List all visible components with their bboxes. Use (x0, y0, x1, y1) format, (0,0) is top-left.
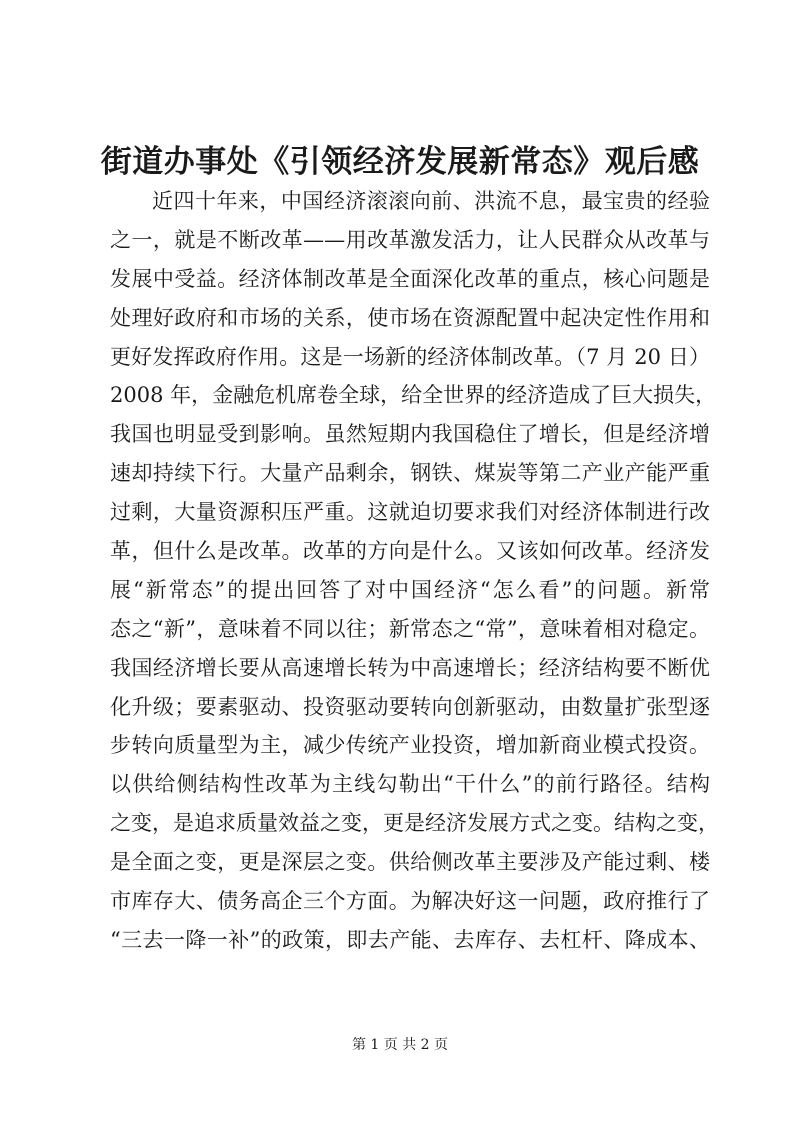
document-title: 街道办事处《引领经济发展新常态》观后感 (100, 144, 700, 180)
body-line: 步转向质量型为主，减少传统产业投资，增加新商业模式投资。 (110, 733, 710, 758)
page-number: 第 1 页 共 2 页 (351, 1037, 449, 1053)
body-line: 我国也明显受到影响。虽然短期内我国稳住了增长，但是经济增 (110, 422, 710, 447)
body-line: 革，但什么是改革。改革的方向是什么。又该如何改革。经济发 (110, 539, 710, 564)
body-line: 态之“新”，意味着不同以往；新常态之“常”，意味着相对稳定。 (110, 616, 710, 641)
body-line: 以供给侧结构性改革为主线勾勒出“干什么”的前行路径。结构 (110, 772, 710, 797)
body-line: 展“新常态”的提出回答了对中国经济“怎么看”的问题。新常 (110, 577, 710, 602)
body-line: 近四十年来，中国经济滚滚向前、洪流不息，最宝贵的经验 (152, 189, 710, 213)
page-footer (0, 1035, 800, 1055)
body-line: 之变，是追求质量效益之变，更是经济发展方式之变。结构之变， (110, 811, 719, 836)
body-line: 是全面之变，更是深层之变。供给侧改革主要涉及产能过剩、楼 (110, 850, 710, 875)
body-line: 速却持续下行。大量产品剩余，钢铁、煤炭等第二产业产能严重 (110, 461, 710, 486)
body-line: 处理好政府和市场的关系，使市场在资源配置中起决定性作用和 (110, 305, 710, 330)
document-body (110, 182, 719, 960)
body-line: 更好发挥政府作用。这是一场新的经济体制改革。（7 月 20 日） (110, 344, 710, 369)
body-line: 市库存大、债务高企三个方面。为解决好这一问题，政府推行了 (110, 889, 710, 914)
body-line: “三去一降一补”的政策，即去产能、去库存、去杠杆、降成本、 (110, 927, 710, 952)
body-line: 发展中受益。经济体制改革是全面深化改革的重点，核心问题是 (110, 266, 710, 291)
body-line: 化升级；要素驱动、投资驱动要转向创新驱动，由数量扩张型逐 (110, 694, 710, 719)
body-line: 2008 年，金融危机席卷全球，给全世界的经济造成了巨大损失， (110, 383, 717, 408)
body-line: 我国经济增长要从高速增长转为中高速增长；经济结构要不断优 (110, 655, 710, 680)
body-line: 之一，就是不断改革——用改革激发活力，让人民群众从改革与 (110, 227, 710, 252)
body-line: 过剩，大量资源积压严重。这就迫切要求我们对经济体制进行改 (110, 500, 710, 525)
